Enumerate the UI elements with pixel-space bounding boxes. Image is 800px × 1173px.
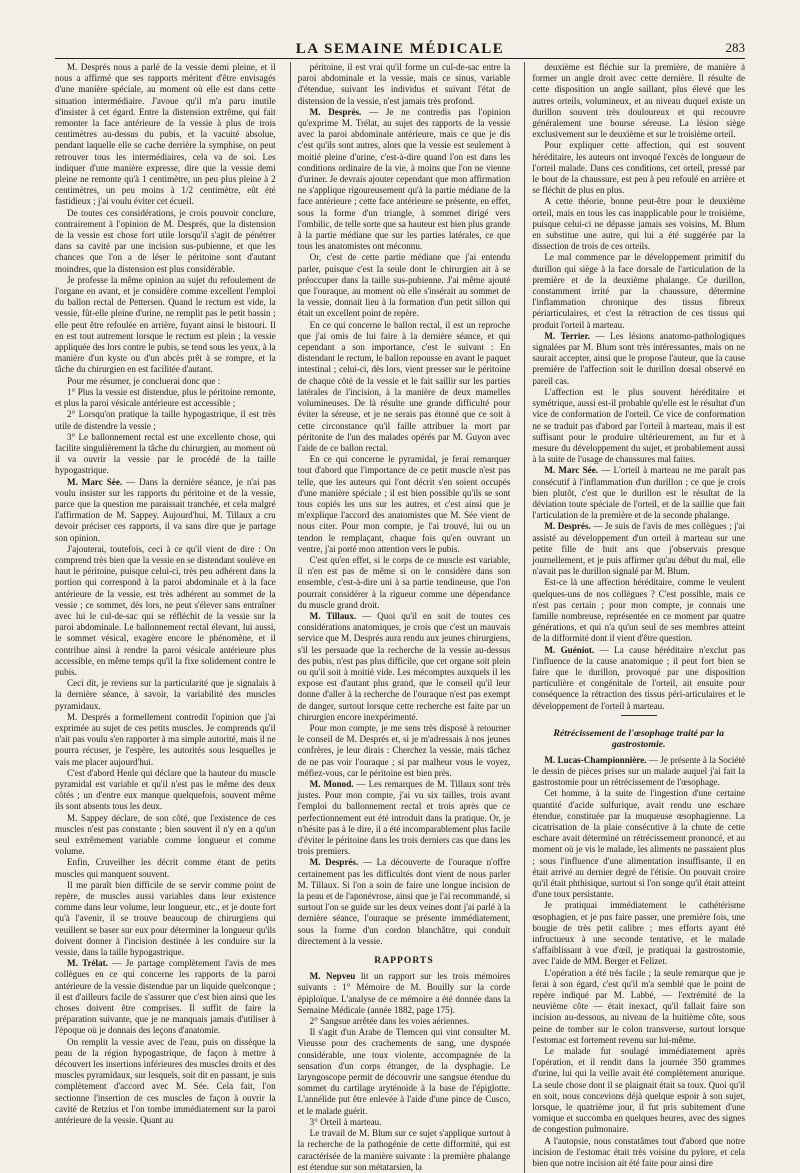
- paragraph: Je professe la même opinion au sujet du refoulement de l'organe en avant, et je considère comme excellent l'emploi du ballon rectal de Pettersen. Quand le rectum est vide, la vessie, fût-elle pleine d'urine, ne remplit pas le petit bassin ; elle peut être refoulée en arrière, fuyant ainsi le bistouri. Il en est tout autrement lorsque le rectum est plein ; la vessie appliquée des lors contre le pubis, se tend sous les yeux, à la manière d'un kyste ou d'un abcès prêt à se rompre, et la tâche du chirurgien en est facilitée d'autant.: [55, 274, 276, 375]
- paragraph: M. Sappey déclare, de son côté, que l'existence de ces muscles n'est pas constante ; bien souvent il n'y en a qu'un seul extrêmement variable comme longueur et comme volume.: [55, 812, 276, 857]
- paragraph: L'opération a été très facile ; la seule remarque que je ferai à son égard, c'est qu'il m'a semblé que le point de repère indiqué par M. Labbé, — l'extrémité de la neuvième côte — était inexact, qu'il fallait faire son incision au-dessous, au niveau de la huitième côte, sous peine de tomber sur le colon transverse, surtout lorsque l'estomac est fortement revenu sur lui-même.: [532, 967, 745, 1045]
- paragraph: Pour me résumer, je concluerai donc que :: [67, 375, 221, 386]
- speaker-name: M. Després.: [309, 106, 362, 117]
- speech-paragraph: [55, 958, 276, 1036]
- paragraph: En ce qui concerne le ballon rectal, il est un reproche que j'ai omis de lui faire à la dernière séance, et qui cependant a son importance, c'est le suivant : En distendant le rectum, le ballon repousse en avant le paquet intestinal ; celui-ci, dès lors, vient presser sur le péritoine de chaque côté de la vessie et le fait saillir sur les parties latérales de l'incision, à la manière de deux mamelles volumineuses. De là résulte une grande difficulté pour éviter la séreuse, et je ne serais pas étonné que ce soit à cette circonstance qu'il faille attribuer la mort par péritonite de l'un des malades opérés par M. Guyon avec l'aide de ce ballon rectal.: [297, 319, 511, 453]
- speaker-name: M. Trélat.: [67, 958, 108, 969]
- paragraph: Le malade fut soulagé immédiatement après l'opération, et il rendit dans la journée 350 grammes d'urine, lui qui la veille avait été complètement anurique. La seule chose dont il se plaignait était sa toux. Quoi qu'il en soit, nous concevions déjà quelque espoir à son sujet, lorsque, le quatrième jour, il fut pris subitement d'une vomique et succomba en quelques heures, avec des signes de congestion pulmonaire.: [532, 1046, 745, 1135]
- paragraph: Ceci dit, je reviens sur la particularité que je signalais à la dernière séance, à savoir, la variabilité des muscles pyramidaux.: [55, 678, 276, 711]
- speaker-name: M. Terrier.: [544, 330, 590, 341]
- text-columns: [55, 62, 746, 1172]
- column-3: [524, 62, 745, 1173]
- speaker-name: M. Marc Sée.: [544, 465, 599, 476]
- running-title: LA SEMAINE MÉDICALE: [295, 41, 505, 57]
- paragraph: 1° Plus la vessie est distendue, plus le péritoine remonte, et plus la paroi vésicale antérieure est accessible ;: [55, 386, 276, 409]
- paragraph: 2° Sangsue arrêtée dans les voies aériennes.: [309, 1016, 470, 1027]
- paragraph: A cette théorie, bonne peut-être pour le deuxième orteil, mais en tous les cas inapplicable pour le troisième, puisque celui-ci ne dépasse jamais ses voisins, M. Blum en substitue une autre, qui lui a été suggérée par la dissection de trois de ces orteils.: [532, 196, 745, 252]
- divider: [621, 715, 657, 716]
- speech-paragraph: [532, 755, 745, 789]
- paragraph: A l'autopsie, nous constatâmes tout d'abord que notre incision de l'estomac était très voisine du pylore, et cela bien que notre incision ait été faite pour ainsi dire: [532, 1135, 745, 1169]
- section-heading: RAPPORTS: [374, 955, 434, 967]
- speech-paragraph: [532, 331, 745, 387]
- speech-text: — La découverte de l'ouraque n'offre certainement pas les difficultés dont vient de nous parler M. Tillaux. Si l'on a soin de faire une longue incision de la peau et de l'aponévrose, ainsi que je l'ai recommandé, si surtout l'on se guide sur les deux veines dont j'ai parlé à la dernière séance, l'ouraque se présente immédiatement, sous la forme d'un cordon blanchâtre, qui conduit directement à la vessie.: [297, 857, 511, 946]
- speech-text: — Je ne contredis pas l'opinion qu'exprime M. Trélat, au sujet des rapports de la vessie avec la paroi abdominale antérieure, mais ce que je dis c'est qu'ils sont autres, alors que la vessie est seulement à moitié pleine d'urine, c'est-à-dire quand l'on est dans les conditions ordinaire de la vie, à moins que l'on ne vienne d'uriner. Je devrais ajouter cependant que mon affirmation ne s'applique rigoureusement qu'à la partie médiane de la face antérieure ; cette face antérieure se présente, en effet, sous la forme d'un triangle, à sommet dirigé vers l'ombilic, de telle sorte que sa hauteur est bien plus grande à la partie médiane que sur les parties latérales, ce que tous les anatomistes ont méconnu.: [297, 106, 511, 252]
- speaker-name: M. Tillaux.: [309, 610, 357, 621]
- subsection-heading: Rétrécissement de l'œsophage traité par la gastrostomie.: [553, 727, 724, 751]
- speech-text: — L'orteil à marteau ne me paraît pas consécutif à l'inflammation d'un durillon ; ce que je crois bien plutôt, c'est que le durillon est le résultat de la déviation toute spéciale de l'orteil, et de la saillie que fait l'articulation de la première et de la seconde phalange.: [532, 465, 745, 521]
- paragraph: C'est qu'en effet, si le corps de ce muscle est variable, il n'en est pas de même si on le considère dans son ensemble, c'est-à-dire uni à sa partie tendineuse, que l'on pourrait considérer à la rigueur comme une dépendance du muscle grand droit.: [297, 554, 511, 610]
- speaker-name: M. Nepveu: [309, 971, 356, 982]
- paragraph: En ce qui concerne le pyramidal, je ferai remarquer tout d'abord que l'importance de ce petit muscle n'est pas telle, que les auteurs qui l'ont décrit s'en soient occupés d'une manière spéciale ; il est bien possible qu'ils se sont tous copiés les uns sur les autres, et c'est ainsi que je m'explique l'accord des anatomistes que M. Sée vient de nous citer. Pour mon compte, je l'ai trouvé, lui ou un tendon le remplaçant, chaque fois qu'en ouvrant un ventre, j'ai porté mon attention vers le pubis.: [297, 454, 511, 554]
- paragraph: L'affection est le plus souvent héréditaire et symétrique, aussi est-il probable qu'elle est le résultat d'un vice de conformation de l'orteil. Ce vice de conformation ne se traduit pas d'abord par l'orteil à marteau, mais il est suffisant pour le produire ultérieurement, au fur et à mesure du développement du sujet, et probablement aussi à la suite de l'usage de chaussures mal faites.: [532, 386, 745, 465]
- speech-text: — La cause héréditaire n'exclut pas l'influence de la cause anatomique ; il peut fort bien se faire que le durillon, provoqué par une disposition particulière et congénitale de l'orteil, ait ensuite pour conséquence la rétraction des tissus péri-articulaires et le développement de l'orteil à marteau.: [532, 644, 745, 711]
- paragraph: péritoine, il est vrai qu'il forme un cul-de-sac entre la paroi abdominale et la vessie, mais ce sinus, variable d'étendue, suivant les individus et suivant l'état de distension de la vessie, n'est jamais très profond.: [297, 62, 511, 106]
- column-2: [290, 62, 511, 1173]
- speech-paragraph: [532, 645, 745, 712]
- speech-paragraph: [298, 779, 511, 857]
- page-number: 283: [725, 40, 745, 55]
- speaker-name: M. Després.: [309, 857, 359, 868]
- speech-paragraph: [298, 857, 511, 947]
- paragraph: 3° Le ballonnement rectal est une excellente chose, qui facilite singulièrement la tâche du chirurgien, au moment où il va ouvrir la vessie par le procédé de la taille hypogastrique.: [55, 431, 276, 476]
- paragraph: M. Després nous a parlé de la vessie demi pleine, et il nous a affirmé que ses rapports méritent d'être envisagés d'une manière spéciale, au moment où elle est dans cette situation intermédiaire. J'avoue qu'il m'a paru inutile d'insister à cet égard. Entre la distension extrême, qui fait remonter la face antérieure de la vessie à plus de trois centimètres au-dessus du pubis, et la vacuité absolue, pendant laquelle elle se cache derrière la symphise, on peut retrouver tous les intermédiaires, cela va de soi. Les indiquer d'une manière expresse, dire que la vessie demi pleine ne remonte qu'à 1 centimètre, un peu plus pleine à 2 centimètres, un peu moins à 1/2 centimètre, eût été fastidieux ; j'ai voulu éviter cet écueil.: [55, 62, 276, 207]
- paragraph: 3° Orteil à marteau.: [309, 1116, 382, 1127]
- paragraph: Je pratiquai immédiatement le cathétérisme œsophagien, et je pus faire passer, une première fois, une bougie de très petit calibre ; mes efforts ayant été infructueux à une seconde tentative, et le malade s'affaiblissant à vue d'œil, je pratiquai la gastrostomie, avec l'aide de MM. Berger et Felizet.: [532, 900, 745, 967]
- paragraph: Enfin, Cruveilher les décrit comme étant de petits muscles qui manquent souvent.: [55, 857, 276, 879]
- speech-paragraph: [298, 611, 511, 723]
- paragraph: M. Després a formellement contredit l'opinion que j'ai exprimée au sujet de ces petits muscles. Je comprends qu'il n'ait pas voulu s'en rapporter à ma simple autorité, mais il ne pourra récuser, je l'espère, les autorités sous lesquelles je vais me placer aujourd'hui.: [55, 711, 276, 767]
- speaker-name: M. Guéniot.: [544, 644, 595, 655]
- paragraph: J'ajouterai, toutefois, ceci à ce qu'il vient de dire : On comprend très bien que la vessie en se distendant soulève en haut le péritoine, puisque celui-ci, très peu adhérent dans la portion qui correspond à la paroi abdominale et à la face antérieure de la vessie, est très adhérent au sommet de la vessie ; ce sommet, dès lors, ne peut s'élever sans entraîner avec lui le cul-de-sac qui se réfléchit de la vessie sur la paroi abdominale. Le ballonnement rectal élevant, lui aussi, le sommet vésical, exagère encore le phénomène, et il contribue ainsi à rendre la paroi vésicale antérieure plus accessible, en même temps qu'il la fixe solidement contre le pubis.: [55, 543, 276, 677]
- paragraph: Il me paraît bien difficile de se servir comme point de repère, de muscles aussi variables dans leur existence comme dans leur volume, leur longueur, etc., et je doute fort qu'à l'avenir, il se trouve beaucoup de chirurgiens qui veuillent se baser sur eux pour déterminer la longueur qu'ils doivent donner à l'incision destinée à les conduire sur la vessie, dans la taille hypogastrique.: [55, 879, 276, 958]
- speech-paragraph: [55, 477, 276, 544]
- speech-paragraph: [298, 971, 511, 1016]
- speaker-name: M. Després.: [544, 521, 591, 532]
- speaker-name: M. Marc Sée.: [67, 476, 123, 487]
- paragraph: C'est d'abord Henle qui déclare que la hauteur du muscle pyramidal est variable et qu'il n'est pas le même des deux côtés ; un d'entre eux manque quelquefois, souvent même ils sont absents tous les deux.: [55, 767, 276, 812]
- speech-text: — Les lésions anatomo-pathologiques signalées par M. Blum sont très intéressantes, mais on ne saurait accepter, ainsi que le propose l'auteur, que la cause première de l'affection soit le durillon dorsal observé en pareil cas.: [532, 330, 746, 386]
- speaker-name: M. Lucas-Championnière.: [544, 754, 647, 765]
- speech-paragraph: [532, 465, 745, 521]
- paragraph: Cet homme, à la suite de l'ingestion d'une certaine quantité d'acide sulfurique, avait rendu une eschare étendue, constituée par la muqueuse œsophagienne. La cicatrisation de la plaie consécutive à la chute de cette eschare avait déterminé un rétrécissement prononcé, et au moment où je vis le malade, les aliments ne passaient plus ; sous l'influence d'une alimentation insuffisante, il en était arrivé au dernier degré de l'étisie. On pouvait croire qu'il était phthisique, surtout si l'on songe qu'il était atteint d'une toux persistante.: [532, 788, 745, 900]
- paragraph: Est-ce là une affection héréditaire, comme le veulent quelques-uns de nos collègues ? C'est possible, mais ce n'est pas certain ; pour mon compte, je connais une famille nombreuse, représentée en ce moment par quatre générations, et qui n'a qu'un seul de ses membres atteint de la difformité dont il vient d'être question.: [532, 577, 745, 644]
- paragraph: De toutes ces considérations, je crois pouvoir conclure, contrairement à l'opinion de M. Després, que la distension de la vessie est chose fort utile lorsqu'il s'agit de pénétrer dans sa cavité par une incision sus-pubienne, et que les chances que l'on a de léser le péritoine sont d'autant moindres, que la distension est plus considérable.: [55, 207, 276, 274]
- paragraph: Pour expliquer cette affection, qui est souvent héréditaire, les auteurs ont invoqué l'excès de longueur de l'orteil malade. Dans ces conditions, cet orteil, pressé par le bout de la chaussure, est peu à peu refoulé en arrière et se fléchit de plus en plus.: [532, 140, 745, 196]
- paragraph: 2° Lorsqu'on pratique la taille hypogastrique, il est très utile de distendre la vessie ;: [55, 409, 276, 431]
- paragraph: Le travail de M. Blum sur ce sujet s'applique surtout à la recherche de la pathogénie de cette difformité, qui est caractérisée de la manière suivante : la première phalange est étendue sur son métatarsien, la: [297, 1128, 511, 1172]
- speech-text: — Je présente à la Société le dessin de pièces prises sur un malade auquel j'ai fait la gastrostomie pour un rétrécissement de l'œsophage.: [532, 754, 745, 788]
- speech-paragraph: [532, 521, 745, 577]
- paragraph: Le mal commence par le développement primitif du durillon qui siège à la face dorsale de l'articulation de la première et de la deuxième phalange. Ce durillon, constamment irrité par la chaussure, détermine l'inflammation chronique des tissus fibreux périarticulaires, et c'est la rétraction de ces tissus qui produit l'orteil à marteau.: [532, 252, 745, 330]
- speech-text: — Je suis de l'avis de mes collègues ; j'ai assisté au développement d'un orteil à marteau sur une petite fille de huit ans que j'observais presque journellement, et je puis affirmer qu'au début du mal, elle n'avait pas le durillon signalé par M. Blum.: [532, 521, 745, 577]
- page-header: [55, 38, 745, 59]
- speech-text: — Je partage complètement l'avis de mes collègues en ce qui concerne les rapports de la paroi antérieure de la vessie distendue par un liquide quelconque ; il est d'ailleurs facile de s'assurer que c'est bien ainsi que les choses doivent être comprises. Il suffit de faire la préparation suivante, que je ne manquais jamais d'utiliser à l'époque où je donnais des leçons d'anatomie.: [55, 958, 276, 1036]
- speech-text: lit un rapport sur les trois mémoires suivants : 1° Mémoire de M. Bouilly sur la corde épiploïque. L'analyse de ce mémoire a été donnée dans la Semaine Médicale (année 1882, page 175).: [297, 971, 511, 1015]
- column-1: [55, 62, 276, 1173]
- speaker-name: M. Monod.: [309, 779, 354, 789]
- paragraph: Il s'agit d'un Arabe de Tlemcen qui vint consulter M. Vieusse pour des crachements de sang, une dyspnée considérable, une toux violente, accompagnée de la sensation d'un corps étranger, de la dysphagie. Le laryngoscope permit de découvrir une sangsue étendue du sommet du cartilage aryténoïde à la base de l'épiglotte. L'annélide put être enlevée à l'aide d'une pince de Cusco, et le malade guérit.: [297, 1027, 511, 1116]
- paragraph: deuxième est fléchie sur la première, de manière à former un angle droit avec cette dernière. Il résulte de cette disposition un angle saillant, plus élevé que les autres orteils, volumineux, et au niveau duquel existe un durillon souvent très douloureux et qui recouvre généralement une bourse séreuse. La lésion siège exclusivement sur le deuxième et sur le troisième orteil.: [532, 62, 745, 140]
- speech-paragraph: [298, 107, 511, 253]
- speech-text: — Les remarques de M. Tillaux sont très justes. Pour mon compte, j'ai vu six tailles, trois avant l'emploi du ballonnement rectal et trois après que ce perfectionnement eut été introduit dans la pratique. Or, je n'hésite pas à le dire, il a été incomparablement plus facile d'éviter le péritoine dans les trois derniers cas que dans les trois premiers.: [297, 779, 511, 857]
- paragraph: Pour mon compte, je me sens très disposé à retourner le conseil de M. Després et, si je m'adressais à nos jeunes confrères, je leur dirais : Cherchez la vessie, mais tâchez de ne pas voir l'ouraque ; si par malheur vous le voyez, méfiez-vous, car le péritoine est bien près.: [297, 722, 511, 778]
- speech-text: — Quoi qu'il en soit de toutes ces considérations anatomiques, je crois que c'est un mauvais service que M. Després aura rendu aux jeunes chirurgiens, s'il les persuade que la recherche de la vessie au-dessus des pubis, n'est pas plus difficile, que cet organe soit plein ou qu'il soit à moitié vide. Les mécomptes auxquels il les expose est d'autant plus grand, que le conseil qu'il leur donne d'aller à la recherche de l'ouraque n'est pas exempt de danger, surtout lorsque cette recherche est faite par un chirurgien encore inexpérimenté.: [297, 610, 511, 722]
- paragraph: Or, c'est de cette partie médiane que j'ai entendu parler, puisque c'est la seule dont le chirurgien ait à se préoccuper dans la taille sus-pubienne. J'ai même ajouté que l'ouraque, au moment où elle s'insérait au sommet de la vessie, donnait lieu à la formation d'un petit sillon qui était un excellent point de repère.: [297, 252, 511, 319]
- paragraph: On remplit la vessie avec de l'eau, puis on dissèque la peau de la région hypogastrique, de façon à mettre à découvert les insertions inférieures des muscles droits et des muscles pyramidaux, sur lesquels, soit dit en passant, je suis complètement d'accord avec M. Sée. Cela fait, l'on sectionne l'insertion de ces muscles de façon à ouvrir la cavité de Retzius et l'on tombe immédiatement sur la paroi antérieure de la vessie. Quant au: [55, 1036, 276, 1126]
- speech-text: — Dans la dernière séance, je n'ai pas voulu insister sur les rapports du péritoine et de la vessie, parce que la question me paraissait tranchée, et cela malgré l'affirmation de M. Sappey. Aujourd'hui, M. Tillaux a cru devoir préciser ces rapports, il va sans dire que je partage son opinion.: [55, 476, 276, 543]
